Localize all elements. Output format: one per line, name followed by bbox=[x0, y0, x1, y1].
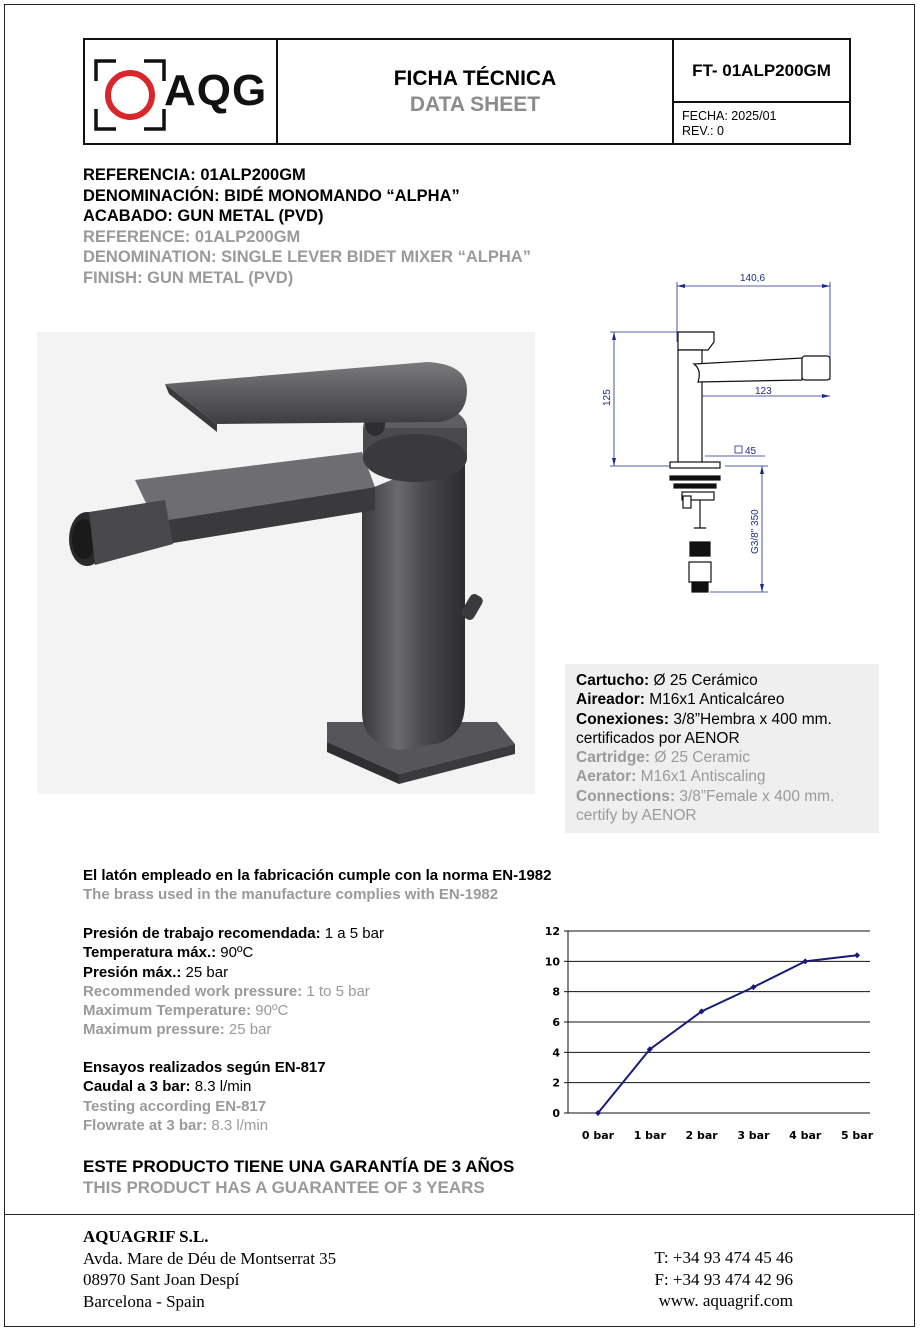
x-tick-label: 3 bar bbox=[737, 1129, 770, 1142]
warranty-es: ESTE PRODUCTO TIENE UNA GARANTÍA DE 3 AÑOS bbox=[83, 1157, 515, 1176]
title-en: DATA SHEET bbox=[409, 93, 541, 116]
ref-en-1: REFERENCE: 01ALP200GM bbox=[83, 227, 301, 246]
spec-aerator-es: Aireador: M16x1 Anticalcáreo bbox=[576, 691, 785, 709]
spec-aerator-en: Aerator: M16x1 Antiscaling bbox=[576, 768, 766, 786]
phone-number: T: +34 93 474 45 46 bbox=[654, 1248, 793, 1267]
brass-en: The brass used in the manufacture complies with EN-1982 bbox=[83, 886, 499, 904]
aqg-logo-icon bbox=[90, 55, 170, 135]
x-tick-label: 5 bar bbox=[840, 1129, 874, 1142]
reference-block bbox=[83, 165, 531, 288]
brass-es: El latón empleado en la fabricación cumple con la norma EN-1982 bbox=[83, 867, 552, 884]
title-es: FICHA TÉCNICA bbox=[393, 67, 557, 90]
testing-block bbox=[83, 1058, 326, 1135]
code-cell bbox=[674, 40, 849, 143]
testing-en-flow: Flowrate at 3 bar: 8.3 l/min bbox=[83, 1116, 269, 1134]
x-tick-label: 4 bar bbox=[789, 1129, 822, 1142]
testing-es-title: Ensayos realizados según EN-817 bbox=[83, 1059, 326, 1076]
pressure-block bbox=[83, 924, 384, 1040]
ref-en-3: FINISH: GUN METAL (PVD) bbox=[83, 268, 294, 287]
testing-es-flow: Caudal a 3 bar: 8.3 l/min bbox=[83, 1078, 252, 1096]
logo-cell bbox=[85, 40, 278, 143]
pressure-es-2: Temperatura máx.: 90ºC bbox=[83, 944, 254, 962]
y-tick-label: 0 bbox=[552, 1107, 560, 1120]
address-line-3: Barcelona - Spain bbox=[83, 1291, 205, 1311]
spec-cert-en: certify by AENOR bbox=[576, 807, 697, 825]
doc-date: FECHA: 2025/01 bbox=[682, 109, 777, 123]
title-cell bbox=[278, 40, 674, 143]
ref-es-1: REFERENCIA: 01ALP200GM bbox=[83, 166, 306, 184]
spec-cartridge-en: Cartridge: Ø 25 Ceramic bbox=[576, 749, 750, 767]
doc-code: FT- 01ALP200GM bbox=[674, 40, 849, 103]
y-tick-label: 10 bbox=[544, 955, 560, 969]
x-tick-label: 1 bar bbox=[633, 1129, 666, 1142]
address-line-2: 08970 Sant Joan Despí bbox=[83, 1270, 240, 1289]
footer-divider bbox=[4, 1214, 915, 1215]
flow-data-point bbox=[854, 952, 860, 958]
dim-width: 140,6 bbox=[740, 273, 766, 284]
y-tick-label: 2 bbox=[552, 1076, 560, 1090]
pressure-es-3: Presión máx.: 25 bar bbox=[83, 963, 229, 981]
brass-block bbox=[83, 866, 551, 905]
doc-revision: REV.: 0 bbox=[682, 124, 724, 138]
y-tick-label: 12 bbox=[544, 925, 560, 938]
ref-es-3: ACABADO: GUN METAL (PVD) bbox=[83, 207, 324, 225]
pressure-en-1: Recommended work pressure: 1 to 5 bar bbox=[83, 982, 370, 1000]
dim-height: 125 bbox=[602, 389, 613, 406]
pressure-en-2: Maximum Temperature: 90ºC bbox=[83, 1002, 289, 1020]
dimension-drawing bbox=[590, 270, 850, 610]
warranty-block bbox=[83, 1156, 514, 1198]
pressure-en-3: Maximum pressure: 25 bar bbox=[83, 1021, 272, 1039]
spec-cert-es: certificados por AENOR bbox=[576, 729, 740, 747]
y-tick-label: 4 bbox=[552, 1046, 560, 1060]
spec-connections-en: Connections: 3/8”Female x 400 mm. bbox=[576, 787, 835, 805]
address-line-1: Avda. Mare de Déu de Montserrat 35 bbox=[83, 1248, 337, 1268]
flow-chart-svg bbox=[530, 918, 880, 1148]
dim-hose: G3/8" 350 bbox=[750, 509, 761, 554]
spec-box bbox=[565, 664, 879, 833]
dim-base: 45 bbox=[745, 446, 757, 457]
fax-number: F: +34 93 474 42 96 bbox=[654, 1269, 793, 1289]
x-tick-label: 0 bar bbox=[581, 1129, 615, 1142]
product-photo bbox=[37, 332, 535, 794]
y-tick-label: 6 bbox=[552, 1016, 560, 1029]
flow-series-line bbox=[598, 955, 857, 1113]
y-tick-label: 8 bbox=[552, 985, 560, 999]
ref-en-2: DENOMINATION: SINGLE LEVER BIDET MIXER “ALPHA” bbox=[83, 248, 531, 266]
spec-connections-es: Conexiones: 3/8”Hembra x 400 mm. bbox=[576, 710, 832, 728]
footer-address bbox=[83, 1226, 336, 1312]
website-link[interactable]: www. aquagrif.com bbox=[658, 1291, 793, 1310]
footer-contact bbox=[654, 1247, 793, 1312]
header-table bbox=[83, 38, 851, 145]
warranty-en: THIS PRODUCT HAS A GUARANTEE OF 3 YEARS bbox=[83, 1178, 485, 1197]
technical-drawing bbox=[590, 270, 850, 610]
pressure-es-1: Presión de trabajo recomendada: 1 a 5 bar bbox=[83, 925, 384, 942]
spec-cartridge-es: Cartucho: Ø 25 Cerámico bbox=[576, 672, 758, 689]
x-tick-label: 2 bar bbox=[685, 1129, 718, 1142]
brand-name: AQG bbox=[164, 66, 268, 115]
dim-spout: 123 bbox=[755, 386, 772, 397]
testing-en-title: Testing according EN-817 bbox=[83, 1097, 267, 1115]
flow-chart bbox=[530, 918, 880, 1148]
bidet-mixer-image bbox=[37, 332, 535, 794]
company-name: AQUAGRIF S.L. bbox=[83, 1227, 209, 1246]
ref-es-2: DENOMINACIÓN: BIDÉ MONOMANDO “ALPHA” bbox=[83, 186, 460, 205]
